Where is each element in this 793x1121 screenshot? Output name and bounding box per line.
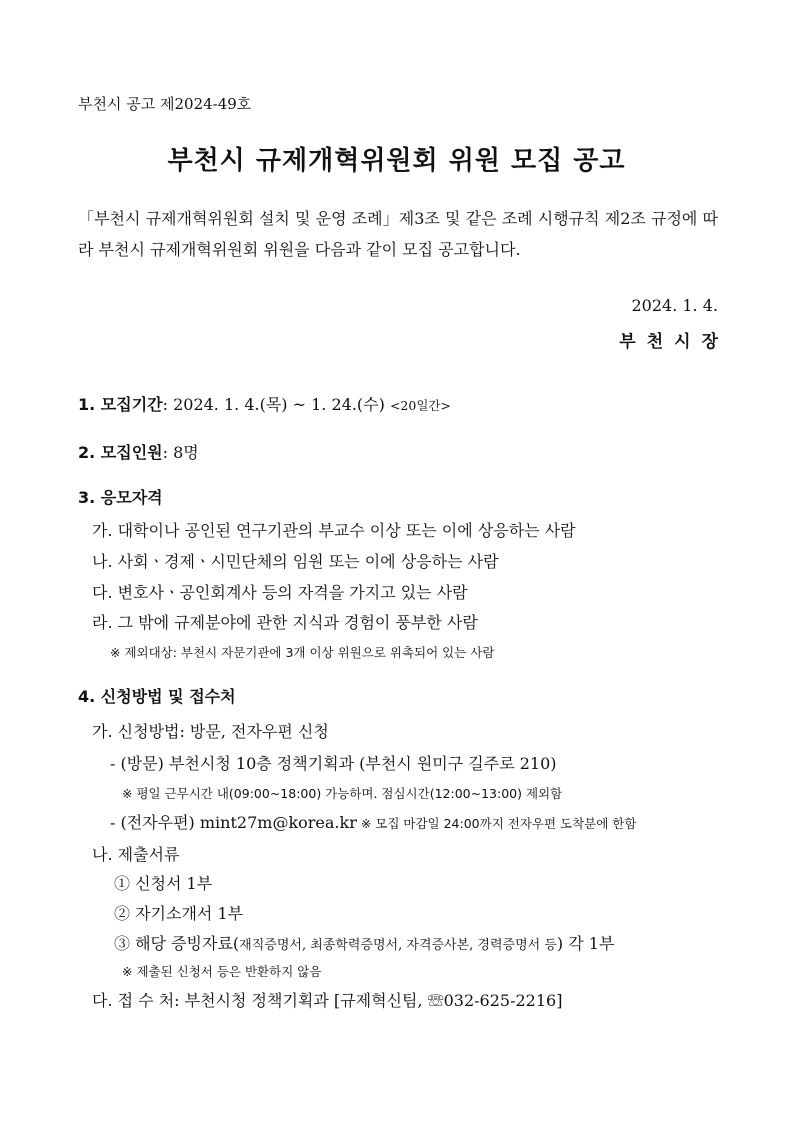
document-item bbox=[114, 931, 614, 954]
announcement-date: 2024. 1. 4. bbox=[631, 296, 718, 315]
section-count bbox=[78, 440, 199, 463]
qualification-item: 다. 변호사ㆍ공인회계사 등의 자격을 가지고 있는 사람 bbox=[92, 583, 468, 602]
qualification-item: 가. 대학이나 공인된 연구기관의 부교수 이상 또는 이에 상응하는 사람 bbox=[92, 521, 576, 540]
document-item-text: ③ 해당 증빙자료( bbox=[114, 934, 240, 953]
page-title: 부천시 규제개혁위원회 위원 모집 공고 bbox=[167, 146, 626, 176]
section-application-label: 4. 신청방법 및 접수처 bbox=[78, 687, 236, 706]
section-period-value: 2024. 1. 4.(목) ~ 1. 24.(수) bbox=[168, 395, 385, 414]
section-period-sep: : bbox=[162, 395, 168, 414]
section-qualification-label: 3. 응모자격 bbox=[78, 488, 163, 507]
document-item-detail: 재직증명서, 최종학력증명서, 자격증사본, 경력증명서 등 bbox=[239, 938, 557, 953]
qualification-note: ※ 제외대상: 부천시 자문기관에 3개 이상 위원으로 위촉되어 있는 사람 bbox=[110, 645, 495, 660]
section-count-value: 8명 bbox=[168, 443, 199, 462]
application-visit-note: ※ 평일 근무시간 내(09:00~18:00) 가능하며. 점심시간(12:00~13:00) 제외함 bbox=[122, 786, 563, 801]
application-email-note: ※ 모집 마감일 24:00까지 전자우편 도착분에 한함 bbox=[356, 816, 637, 831]
application-method-title: 가. 신청방법: 방문, 전자우편 신청 bbox=[92, 722, 329, 741]
intro-paragraph: 「부천시 규제개혁위원회 설치 및 운영 조례」제3조 및 같은 조례 시행규칙 제2조 규정에 따라 부천시 규제개혁위원회 위원을 다음과 같이 모집 공고합니다. bbox=[78, 209, 718, 259]
qualification-item: 라. 그 밖에 규제분야에 관한 지식과 경험이 풍부한 사람 bbox=[92, 613, 478, 632]
document-item-text: ① 신청서 1부 bbox=[114, 874, 213, 893]
application-visit: - (방문) 부천시청 10층 정책기획과 (부천시 원미구 길주로 210) bbox=[110, 754, 557, 773]
application-email-address: - (전자우편) mint27m@korea.kr bbox=[110, 813, 357, 832]
document-item-text: ② 자기소개서 1부 bbox=[114, 904, 244, 923]
document-item-suffix: ) 각 1부 bbox=[556, 934, 615, 953]
issuer-signature: 부천시장 bbox=[619, 332, 729, 352]
application-email bbox=[110, 810, 636, 833]
section-period-note: <20일간> bbox=[389, 398, 451, 413]
document-item bbox=[114, 871, 212, 894]
reception-info: 다. 접 수 처: 부천시청 정책기획과 [규제혁신팀, ☏032-625-2216] bbox=[92, 991, 563, 1010]
document-item bbox=[114, 901, 243, 924]
section-period-label: 1. 모집기간 bbox=[78, 395, 163, 414]
section-count-label: 2. 모집인원 bbox=[78, 443, 163, 462]
qualification-item: 나. 사회ㆍ경제ㆍ시민단체의 임원 또는 이에 상응하는 사람 bbox=[92, 552, 499, 571]
section-count-sep: : bbox=[162, 443, 168, 462]
notice-number: 부천시 공고 제2024-49호 bbox=[78, 95, 252, 113]
documents-title: 나. 제출서류 bbox=[92, 845, 180, 864]
documents-note: ※ 제출된 신청서 등은 반환하지 않음 bbox=[122, 964, 322, 979]
section-period bbox=[78, 392, 451, 415]
